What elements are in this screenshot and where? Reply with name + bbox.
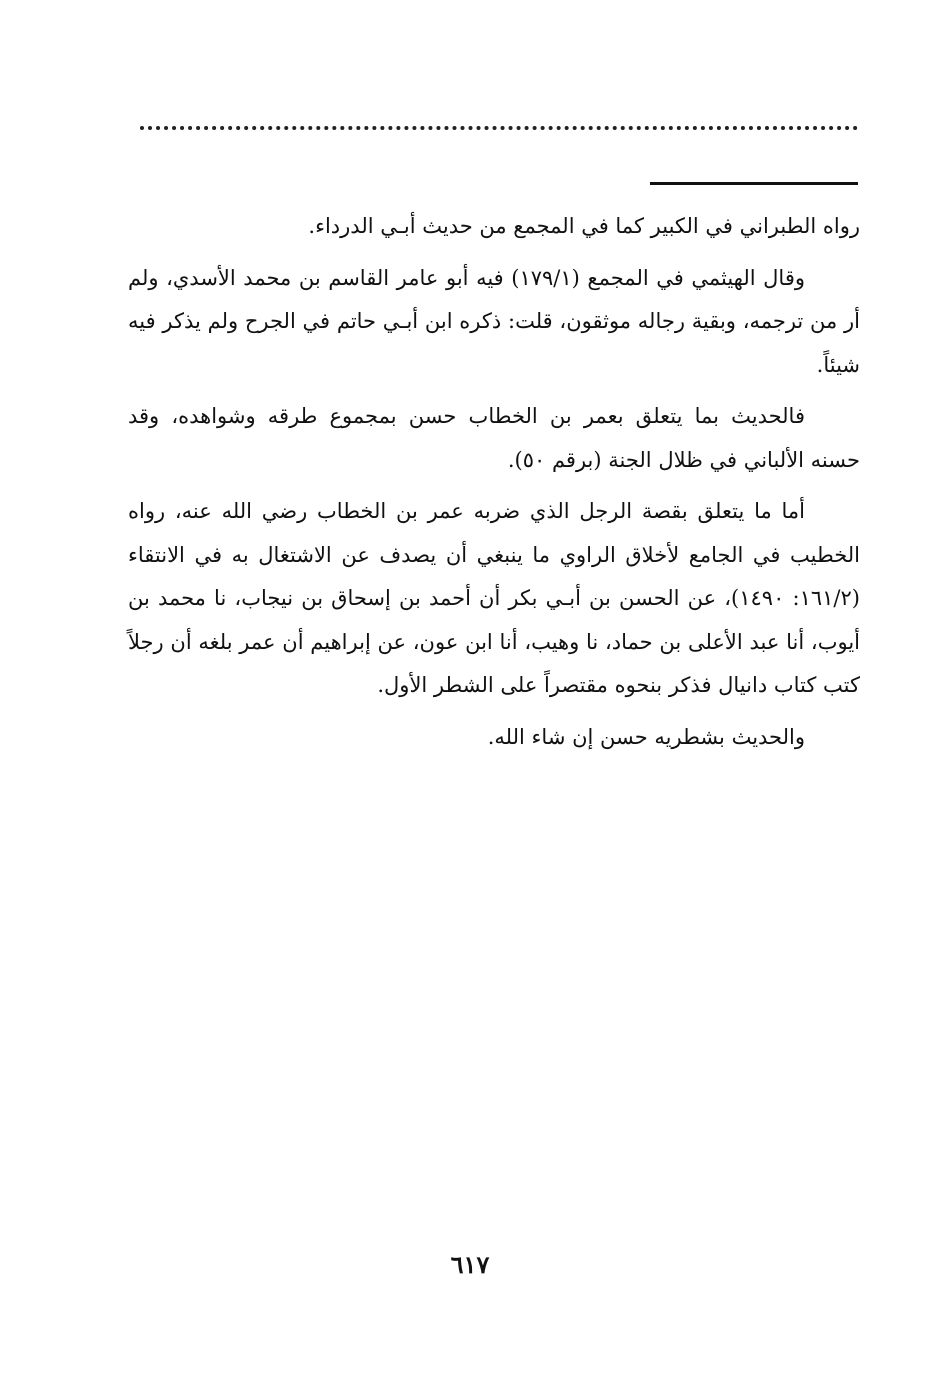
footnote-paragraph: فالحديث بما يتعلق بعمر بن الخطاب حسن بمجموع طرقه وشواهده، وقد حسنه الألباني في ظلال الجنة (برقم ٥٠). <box>128 404 860 472</box>
footnotes-section <box>128 205 860 767</box>
page-number: ٦١٧ <box>450 1250 490 1279</box>
footnote-separator-line <box>650 182 858 185</box>
footnote-paragraph: وقال الهيثمي في المجمع (١٧٩/١) فيه أبو عامر القاسم بن محمد الأسدي، ولم أر من ترجمه، وبقية رجاله موثقون، قلت: ذكره ابن أبـي حاتم في الجرح ولم يذكر فيه شيئاً. <box>128 265 860 377</box>
dotted-separator <box>140 126 858 130</box>
footnote-paragraph: رواه الطبراني في الكبير كما في المجمع من حديث أبـي الدرداء. <box>308 214 860 238</box>
footnote-paragraph: والحديث بشطريه حسن إن شاء الله. <box>487 724 805 749</box>
footnote-paragraph: أما ما يتعلق بقصة الرجل الذي ضربه عمر بن الخطاب رضي الله عنه، رواه الخطيب في الجامع لأخلاق الراوي ما ينبغي أن يصدف عن الاشتغال به في الانتقاء (١٦١/٢: ١٤٩٠)، عن الحسن بن أبـي بكر أن أحمد بن إسحاق بن نيجاب، نا محمد بن أيوب، أنا عبد الأعلى بن حماد، نا وهيب، أنا ابن عون، عن إبراهيم أن عمر بلغه أن رجلاً كتب كتاب دانيال فذكر بنحوه مقتصراً على الشطر الأول. <box>128 499 860 697</box>
